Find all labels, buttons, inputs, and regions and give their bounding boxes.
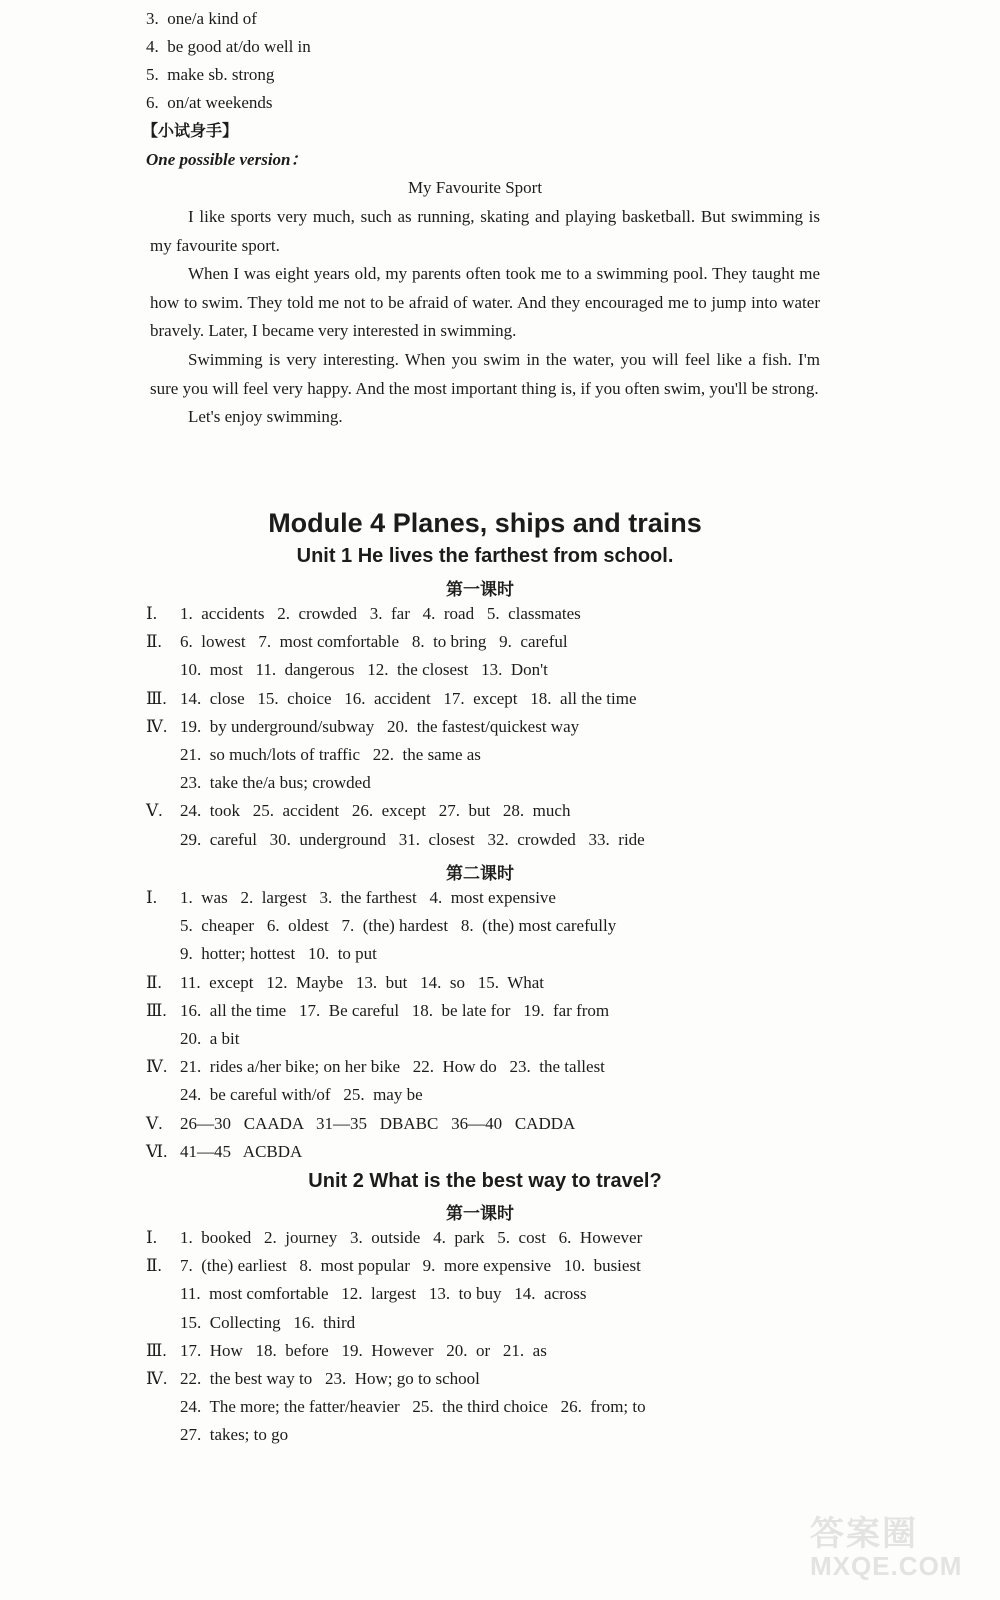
section-numeral: Ⅰ.: [146, 604, 157, 623]
section-numeral: Ⅱ.: [146, 972, 162, 992]
section-numeral: Ⅲ.: [146, 1340, 167, 1360]
answer-line: 15. Collecting 16. third: [180, 1312, 356, 1332]
section-numeral: Ⅲ.: [146, 688, 167, 708]
answer-line: 26—30 CAADA 31—35 DBABC 36—40 CADDA: [180, 1113, 576, 1133]
answer-line: 14. close 15. choice 16. accident 17. except 18. all the time: [180, 688, 637, 708]
answer-line: 7. (the) earliest 8. most popular 9. more expensive 10. busiest: [180, 1256, 641, 1276]
unit-title: Unit 1 He lives the farthest from school.: [296, 545, 674, 567]
essay-paragraph: Swimming is very interesting. When you swim in the water, you will feel like a fish. I'm sure you will feel very happy. And the most important thing is, if you often swim, you'll be strong.: [150, 349, 820, 398]
section-numeral: Ⅵ.: [146, 1141, 168, 1161]
answer-line: 29. careful 30. underground 31. closest 32. crowded 33. ride: [180, 829, 645, 849]
answer-line: 20. a bit: [180, 1029, 240, 1048]
answer-line: 23. take the/a bus; crowded: [180, 773, 371, 793]
watermark-url: MXQE.COM: [810, 1551, 963, 1581]
answer-line: 41—45 ACBDA: [180, 1141, 303, 1161]
answer-line: 16. all the time 17. Be careful 18. be late for 19. far from: [180, 1000, 610, 1020]
essay-paragraph: When I was eight years old, my parents often took me to a swimming pool. They taught me how to swim. They told me not to be afraid of water. And they encouraged me to jump into water bravely. Later, I became very interested in swimming.: [150, 264, 820, 341]
answer-line: 19. by underground/subway 20. the fastest/quickest way: [180, 716, 580, 736]
vocab-item: 5. make sb. strong: [146, 65, 275, 84]
section-numeral: Ⅱ.: [146, 632, 162, 652]
answer-line: 27. takes; to go: [180, 1425, 289, 1445]
section-numeral: Ⅴ.: [146, 1113, 163, 1133]
answer-line: 10. most 11. dangerous 12. the closest 13. Don't: [180, 660, 548, 680]
answer-line: 11. except 12. Maybe 13. but 14. so 15. What: [180, 972, 545, 992]
answer-line: 9. hotter; hottest 10. to put: [180, 944, 377, 964]
answer-line: 24. took 25. accident 26. except 27. but 28. much: [180, 801, 571, 821]
lesson-heading: 第一课时: [446, 1204, 514, 1224]
answer-line: 1. was 2. largest 3. the farthest 4. most expensive: [180, 888, 556, 907]
answer-line: 24. be careful with/of 25. may be: [180, 1085, 423, 1105]
lesson-heading: 第一课时: [446, 580, 514, 600]
section-numeral: Ⅰ.: [146, 888, 157, 907]
section-numeral: Ⅴ.: [146, 801, 163, 821]
vocab-item: 6. on/at weekends: [146, 93, 273, 112]
watermark-logo: [810, 1506, 985, 1596]
answer-line: 21. so much/lots of traffic 22. the same as: [180, 745, 481, 764]
module-title: Module 4 Planes, ships and trains: [268, 508, 702, 538]
vocab-item: 4. be good at/do well in: [146, 37, 311, 56]
section-numeral: Ⅳ.: [146, 1057, 168, 1077]
answer-line: 22. the best way to 23. How; go to school: [180, 1369, 480, 1388]
vocab-item: 3. one/a kind of: [146, 9, 257, 28]
answer-line: 6. lowest 7. most comfortable 8. to bring 9. careful: [180, 632, 568, 652]
essay-title: My Favourite Sport: [407, 178, 543, 197]
answer-line: 11. most comfortable 12. largest 13. to buy 14. across: [180, 1284, 587, 1304]
answer-line: 5. cheaper 6. oldest 7. (the) hardest 8. (the) most carefully: [180, 916, 617, 936]
section-numeral: Ⅲ.: [146, 1000, 167, 1020]
essay-paragraph: Let's enjoy swimming.: [188, 407, 343, 427]
possible-version-label: One possible version：: [146, 150, 308, 169]
section-numeral: Ⅳ.: [146, 716, 168, 736]
answer-line: 21. rides a/her bike; on her bike 22. How do 23. the tallest: [180, 1057, 605, 1077]
section-numeral: Ⅱ.: [146, 1256, 162, 1276]
essay-body: [150, 203, 820, 432]
answer-line: 24. The more; the fatter/heavier 25. the third choice 26. from; to: [180, 1397, 646, 1417]
lesson-heading: 第二课时: [446, 864, 514, 884]
answer-line: 1. booked 2. journey 3. outside 4. park 5. cost 6. However: [180, 1228, 643, 1247]
section-numeral: Ⅰ.: [146, 1228, 157, 1247]
answer-line: 1. accidents 2. crowded 3. far 4. road 5. classmates: [180, 604, 581, 623]
watermark-logo-mark: 答案圈: [810, 1514, 918, 1554]
answer-line: 17. How 18. before 19. However 20. or 21. as: [180, 1340, 547, 1360]
section-numeral: Ⅳ.: [146, 1369, 168, 1388]
practice-heading: 【小试身手】: [142, 121, 239, 140]
unit-title: Unit 2 What is the best way to travel?: [308, 1170, 662, 1192]
essay-paragraph: I like sports very much, such as running, skating and playing basketball. But swimming is my favourite sport.: [150, 207, 820, 255]
